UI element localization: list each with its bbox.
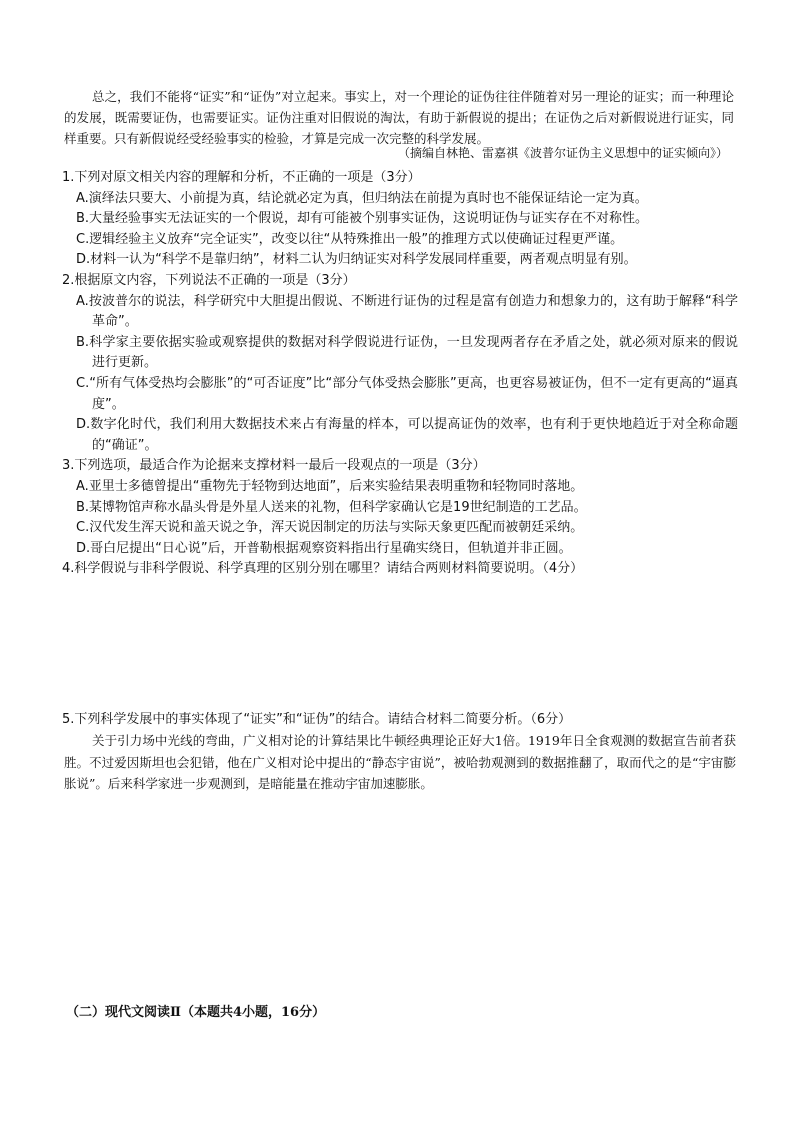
question-3-option-b: B.某博物馆声称水晶头骨是外星人送来的礼物，但科学家确认它是19世纪制造的工艺品。 [76, 499, 587, 515]
question-5-stem: 5.下列科学发展中的事实体现了“证实”和“证伪”的结合。请结合材料二简要分析。（6分） [62, 712, 572, 727]
section-heading: （二）现代文阅读Ⅱ（本题共4小题，16分） [66, 1005, 326, 1020]
question-3-option-c: C.汉代发生浑天说和盖天说之争，浑天说因制定的历法与实际天象更匹配而被朝廷采纳。 [76, 520, 584, 536]
question-3-stem: 3.下列选项，最适合作为论据来支撑材料一最后一段观点的一项是（3分） [62, 458, 486, 474]
question-2-option-a: A.按波普尔的说法，科学研究中大胆提出假说、不断进行证伪的过程是富有创造力和想象力的，这有助于解释“科学革命”。 [76, 293, 738, 330]
question-1-option-b: B.大量经验事实无法证实的一个假说，却有可能被个别事实证伪，这说明证伪与证实存在不对称性。 [76, 211, 649, 227]
question-3-option-d: D.哥白尼提出“日心说”后，开普勒根据观察资料指出行星确实绕日，但轨道并非正圆。 [76, 540, 572, 556]
question-2-option-c: C.“所有气体受热均会膨胀”的“可否证度”比“部分气体受热会膨胀”更高，也更容易被证伪，但不一定有更高的“逼真度”。 [76, 375, 738, 412]
question-5-material: 关于引力场中光线的弯曲，广义相对论的计算结果比牛顿经典理论正好大1倍。1919年日全食观测的数据宣告前者获胜。不过爱因斯坦也会犯错，他在广义相对论中提出的“静态宇宙说”，被哈勃观测到的数据推翻了，取而代之的是“宇宙膨胀说”。后来科学家进一步观测到，是暗能量在推动宇宙加速膨胀。 [64, 733, 736, 791]
question-1-option-d: D.材料一认为“科学不是靠归纳”，材料二认为归纳证实对科学发展同样重要，两者观点明显有别。 [76, 252, 637, 268]
question-1-option-a: A.演绎法只要大、小前提为真，结论就必定为真，但归纳法在前提为真时也不能保证结论一定为真。 [76, 190, 648, 206]
question-1-stem: 1.下列对原文相关内容的理解和分析，不正确的一项是（3分） [62, 170, 421, 185]
intro-paragraph: 总之，我们不能将“证实”和“证伪”对立起来。事实上，对一个理论的证伪往往伴随着对另一理论的证实；而一种理论的发展，既需要证伪，也需要证实。证伪注重对旧假说的淘汰，有助于新假说的提出；在证伪之后对新假说进行证实，同样重要。只有新假说经受经验事实的检验，才算是完成一次完整的科学发展。 [64, 89, 734, 146]
source-citation: （摘编自林艳、雷嘉祺《波普尔证伪主义思想中的证实倾向》） [397, 146, 728, 160]
question-3-option-a: A.亚里士多德曾提出“重物先于轻物到达地面”，后来实验结果表明重物和轻物同时落地。 [76, 478, 584, 494]
question-2-option-b: B.科学家主要依据实验或观察提供的数据对科学假说进行证伪，一旦发现两者存在矛盾之处，就必须对原来的假说进行更新。 [76, 334, 738, 371]
question-4-stem: 4.科学假说与非科学假说、科学真理的区别分别在哪里？请结合两则材料简要说明。（4分） [62, 561, 584, 577]
question-1-option-c: C.逻辑经验主义放弃“完全证实”，改变以往“从特殊推出一般”的推理方式以使确证过程更严谨。 [76, 231, 624, 247]
question-list [62, 168, 738, 580]
question-2-option-d: D.数字化时代，我们利用大数据技术来占有海量的样本，可以提高证伪的效率，也有利于更快地趋近于对全称命题的“确证”。 [76, 417, 738, 453]
question-2-stem: 2.根据原文内容，下列说法不正确的一项是（3分） [62, 272, 356, 288]
